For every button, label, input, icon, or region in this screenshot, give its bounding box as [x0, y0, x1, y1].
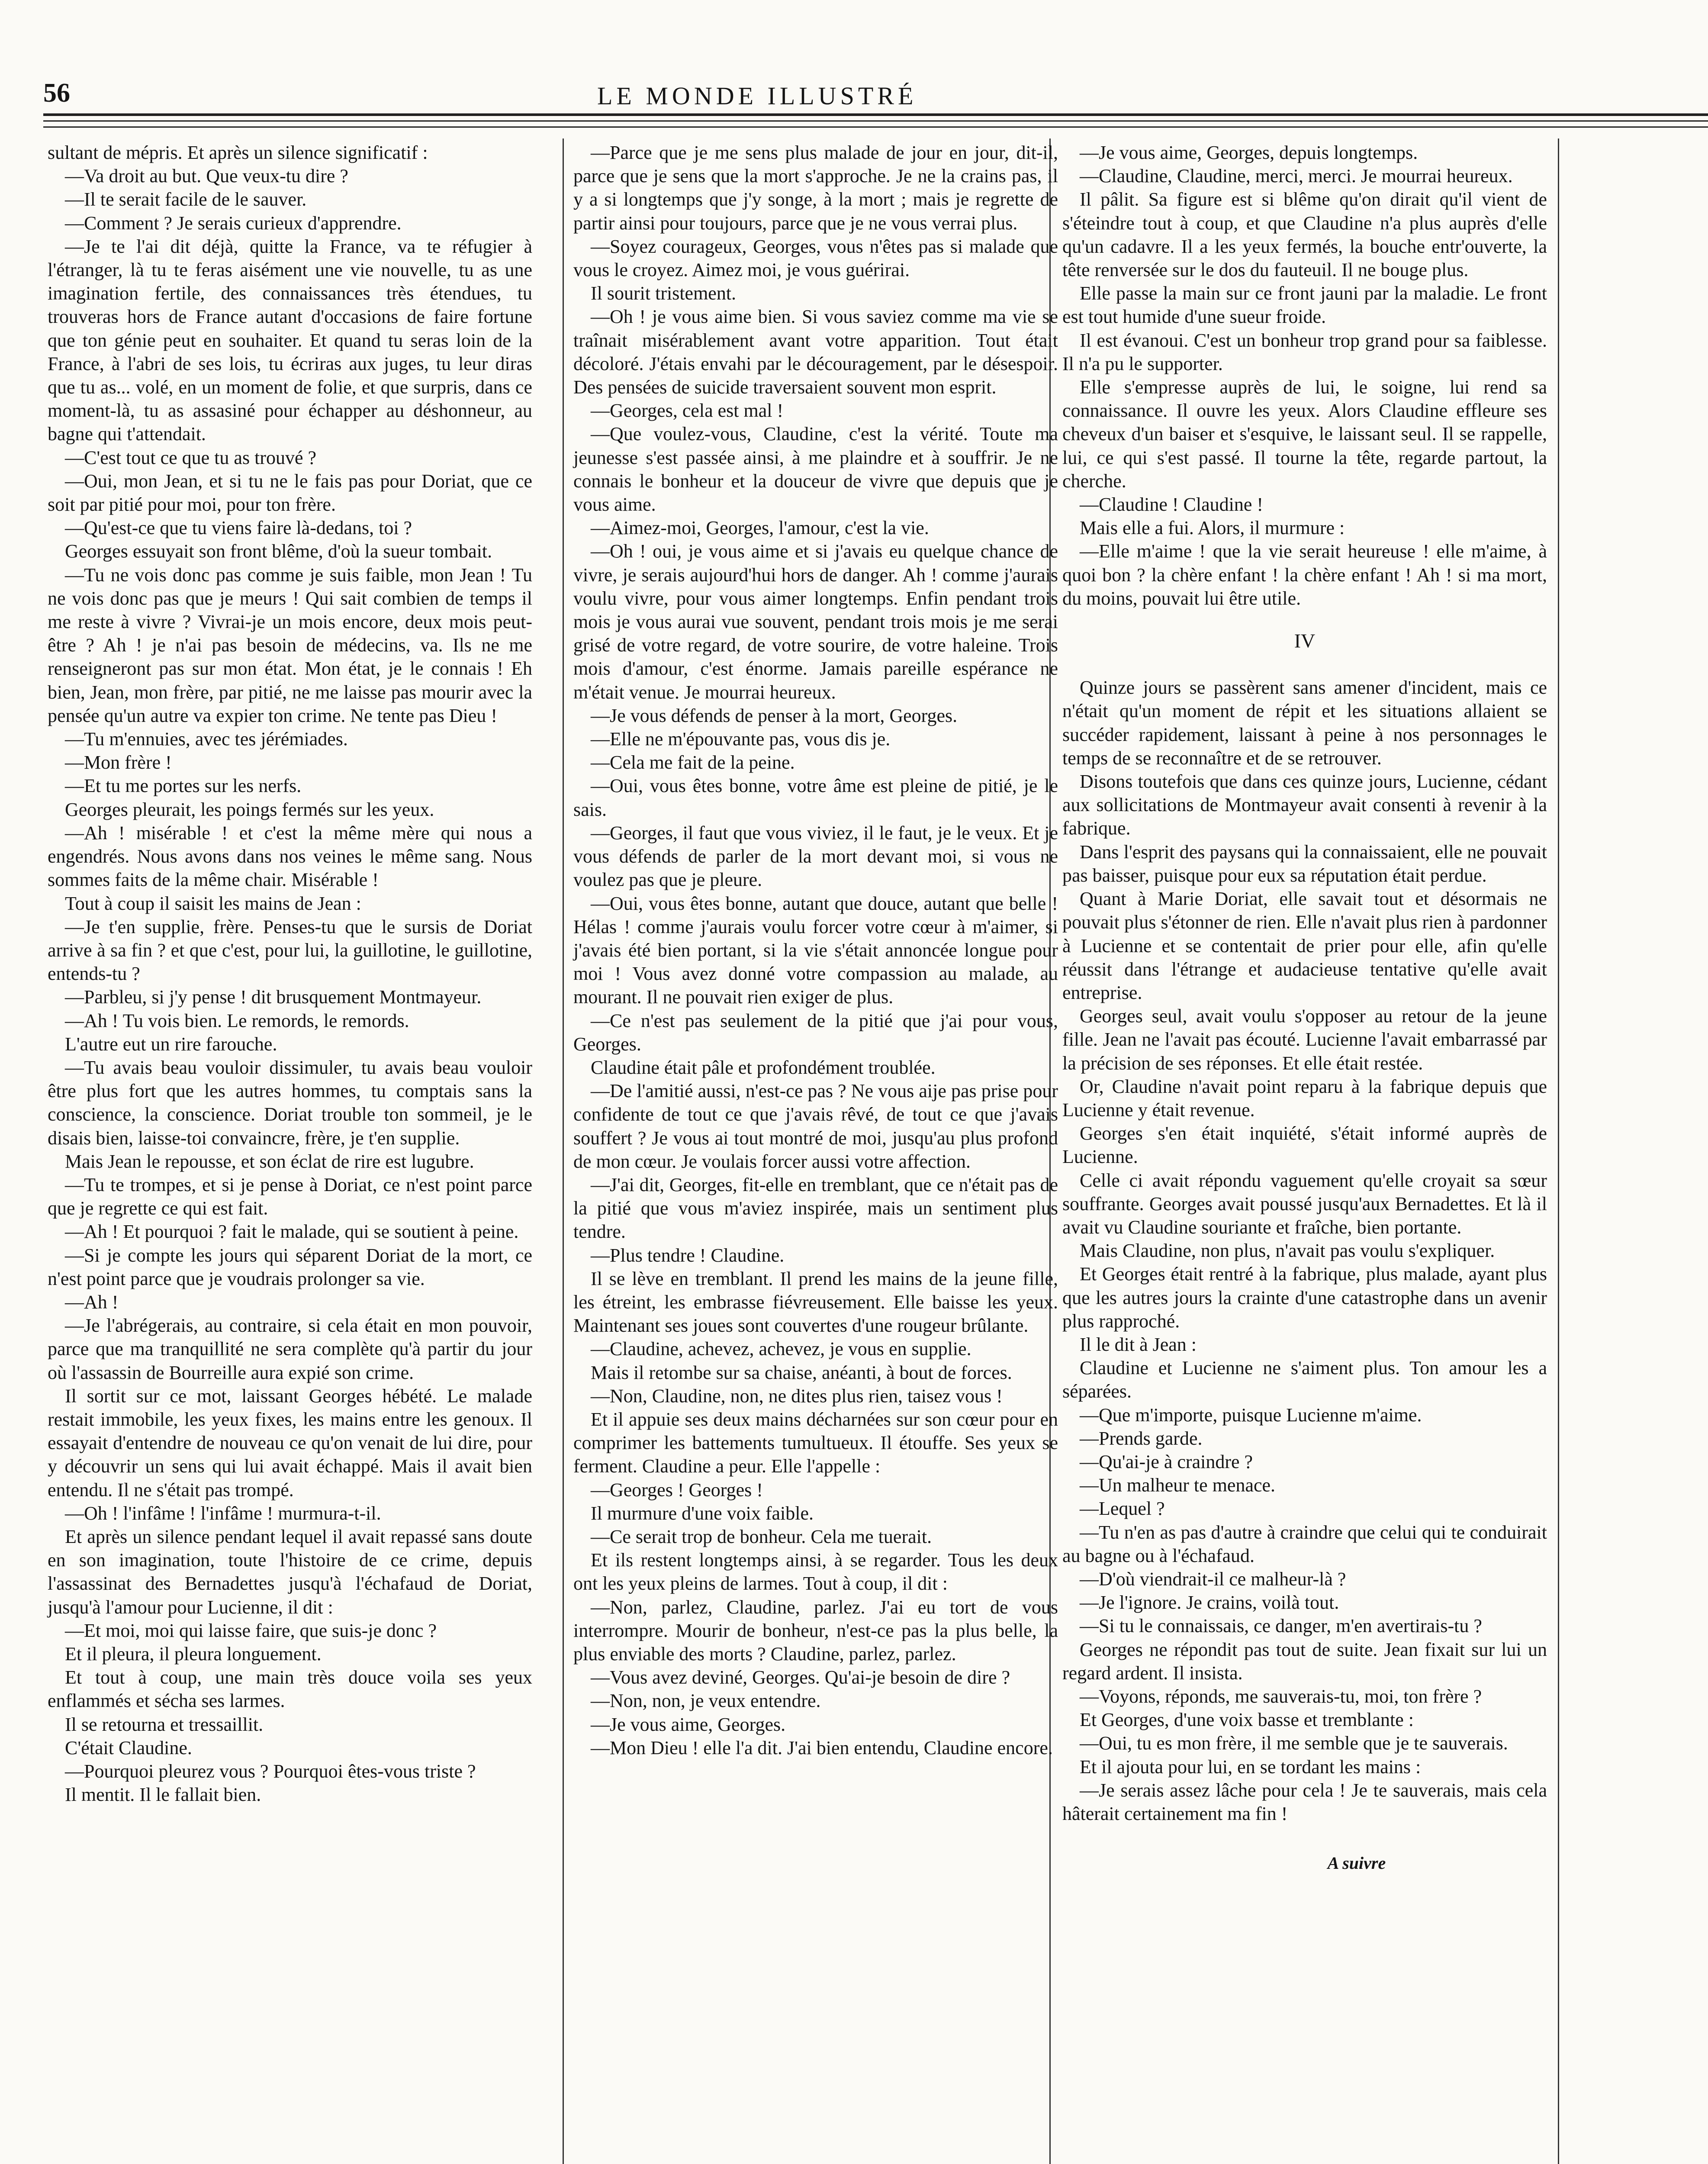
paragraph: —Oui, vous êtes bonne, autant que douce, autant que belle ! Hélas ! comme j'aurais voulu forcer votre cœur à m'aimer, si j'avais été bien portant, si la vie s'était annoncée longue pour moi ! Vous avez donné votre compassion au malade, au mourant. Il ne pouvait rien exiger de plus.	[573, 892, 1058, 1008]
text-column-2	[573, 141, 1058, 1760]
paragraph: Il est évanoui. C'est un bonheur trop grand pour sa faiblesse. Il n'a pu le supporter.	[1062, 329, 1547, 374]
paragraph: —Cela me fait de la peine.	[591, 752, 795, 773]
paragraph: —Non, Claudine, non, ne dites plus rien, taisez vous !	[591, 1385, 1003, 1407]
paragraph: —Si je compte les jours qui séparent Doriat de la mort, ce n'est point parce que je voudrais prolonger sa vie.	[48, 1244, 532, 1289]
paragraph: Elle passe la main sur ce front jauni par la maladie. Le front est tout humide d'une sueur froide.	[1062, 283, 1547, 328]
paragraph: —Non, non, je veux entendre.	[591, 1690, 821, 1712]
paragraph: —Je vous aime, Georges.	[591, 1713, 786, 1735]
paragraph: Il sourit tristement.	[591, 283, 737, 304]
paragraph: —Si tu le connaissais, ce danger, m'en avertirais-tu ?	[1080, 1615, 1482, 1637]
paragraph: —Soyez courageux, Georges, vous n'êtes pas si malade que vous le croyez. Aimez moi, je vous guérirai.	[573, 235, 1058, 281]
paragraph: L'autre eut un rire farouche.	[65, 1033, 277, 1055]
paragraph: —Tu n'en as pas d'autre à craindre que celui qui te conduirait au bagne ou à l'échafaud.	[1062, 1521, 1547, 1566]
paragraph: Et après un silence pendant lequel il avait repassé sans doute en son imagination, toute l'histoire de ce crime, depuis l'assassinat des Bernadettes jusqu'à l'échafaud de Doriat, jusqu'à l'amour pour Lucienne, il dit :	[48, 1526, 532, 1618]
paragraph: Georges pleurait, les poings fermés sur les yeux.	[65, 799, 434, 820]
paragraph: Elle s'empresse auprès de lui, le soigne, lui rend sa connaissance. Il ouvre les yeux. Alors Claudine effleure ses cheveux d'un baiser et s'esquive, le laissant seul. Il se rappelle, lui, ce qui s'est passé. Il tourne la tête, regarde partout, la cherche.	[1062, 377, 1547, 492]
paragraph: —Parce que je me sens plus malade de jour en jour, dit-il, parce que je sens que la mort s'approche. Je ne la crains pas, il y a si longtemps que j'y songe, à la mort ; mais je regrette de partir ainsi pour toujours, parce que je ne vous verrai plus.	[573, 142, 1058, 234]
paragraph: Il se retourna et tressaillit.	[65, 1713, 264, 1735]
paragraph: —Oui, mon Jean, et si tu ne le fais pas pour Doriat, que ce soit par pitié pour moi, pour ton frère.	[48, 470, 532, 515]
column-divider	[1558, 138, 1559, 2164]
paragraph: C'était Claudine.	[65, 1737, 192, 1758]
paragraph: —Un malheur te menace.	[1080, 1475, 1276, 1496]
paragraph: —Ah ! misérable ! et c'est la même mère qui nous a engendrés. Nous avons dans nos veines le même sang. Nous sommes faits de la même chair. Misérable !	[48, 822, 532, 891]
paragraph: —Va droit au but. Que veux-tu dire ?	[65, 165, 348, 187]
paragraph: Il murmure d'une voix faible.	[591, 1502, 814, 1524]
text-column-3	[1062, 141, 1547, 1875]
paragraph: Dans l'esprit des paysans qui la connaissaient, elle ne pouvait pas baisser, puisque pour eux sa réputation était perdue.	[1062, 841, 1547, 886]
paragraph: —Oh ! l'infâme ! l'infâme ! murmura-t-il.	[65, 1502, 381, 1524]
paragraph: —Je l'abrégerais, au contraire, si cela était en mon pouvoir, parce que ma tranquillité ne sera complète qu'à partir du jour où l'assassin de Bourreille aura expié son crime.	[48, 1315, 532, 1383]
page-number: 56	[43, 78, 70, 108]
paragraph: Mais Jean le repousse, et son éclat de rire est lugubre.	[65, 1150, 474, 1172]
to-be-continued: A suivre	[1327, 1853, 1386, 1873]
paragraph: Quinze jours se passèrent sans amener d'incident, mais ce n'était qu'un moment de répit et les situations allaient se succéder rapidement, laissant à peine à nos personnages le temps de se reconnaître et de se retrouver.	[1062, 677, 1547, 769]
paragraph: —Il te serait facile de le sauver.	[65, 189, 307, 210]
paragraph: —Oh ! je vous aime bien. Si vous saviez comme ma vie se traînait misérablement avant votre apparition. Tout était décoloré. J'étais envahi par le découragement, par le désespoir. Des pensées de suicide traversaient souvent mon esprit.	[573, 306, 1058, 398]
paragraph: Il pâlit. Sa figure est si blême qu'on dirait qu'il vient de s'éteindre tout à coup, et que Claudine n'a plus auprès d'elle qu'un cadavre. Il a les yeux fermés, la bouche entr'ouverte, la tête renversée sur le dos du fauteuil. Il ne bouge plus.	[1062, 189, 1547, 281]
text-column-3-bottom	[1062, 676, 1547, 1826]
paragraph: —Elle m'aime ! que la vie serait heureuse ! elle m'aime, à quoi bon ? la chère enfant ! la chère enfant ! Ah ! si ma mort, du moins, pouvait lui être utile.	[1062, 541, 1547, 609]
paragraph: —C'est tout ce que tu as trouvé ?	[65, 447, 317, 468]
paragraph: —Je serais assez lâche pour cela ! Je te sauverais, mais cela hâterait certainement ma fin !	[1062, 1779, 1547, 1825]
paragraph: —Je l'ignore. Je crains, voilà tout.	[1080, 1592, 1339, 1613]
paragraph: —D'où viendrait-il ce malheur-là ?	[1080, 1568, 1346, 1590]
paragraph: —Prends garde.	[1080, 1427, 1203, 1449]
paragraph: —Ce serait trop de bonheur. Cela me tuerait.	[591, 1526, 932, 1547]
paragraph: —Georges, il faut que vous viviez, il le faut, je le veux. Et je vous défends de parler de la mort devant moi, si vous ne voulez pas que je pleure.	[573, 822, 1058, 891]
text-column-1	[48, 141, 532, 1807]
text-column-3-top	[1062, 141, 1547, 610]
paragraph: —Lequel ?	[1080, 1498, 1165, 1520]
paragraph: Georges ne répondit pas tout de suite. Jean fixait sur lui un regard ardent. Il insista.	[1062, 1639, 1547, 1684]
paragraph: —Ce n'est pas seulement de la pitié que j'ai pour vous, Georges.	[573, 1010, 1058, 1055]
paragraph: Mais Claudine, non plus, n'avait pas voulu s'expliquer.	[1080, 1240, 1495, 1262]
paragraph: —De l'amitié aussi, n'est-ce pas ? Ne vous aije pas prise pour confidente de tout ce que j'avais rêvé, de tout ce que j'avais souffert ? Je vous ai tout montré de moi, jusqu'au plus profond de mon cœur. Je voulais forcer aussi votre affection.	[573, 1080, 1058, 1172]
paragraph: Or, Claudine n'avait point reparu à la fabrique depuis que Lucienne y était revenue.	[1062, 1076, 1547, 1121]
paragraph: —Je te l'ai dit déjà, quitte la France, va te réfugier à l'étranger, là tu te feras aisément une vie nouvelle, tu as une imagination fertile, des connaissances très étendues, tu trouveras hors de France autant d'occasions de faire fortune que ton génie peut en souhaiter. Et quand tu seras loin de la France, à l'abri de ses lois, tu écriras aux juges, tu leur diras que tu as... volé, en un moment de folie, et que surpris, dans ce moment-là, tu as assasiné pour échapper au déshonneur, au bagne qui t'attendait.	[48, 235, 532, 445]
paragraph: —Et moi, moi qui laisse faire, que suis-je donc ?	[65, 1620, 437, 1641]
paragraph: —Claudine, Claudine, merci, merci. Je mourrai heureux.	[1080, 165, 1513, 187]
paragraph: —Oui, tu es mon frère, il me semble que je te sauverais.	[1080, 1732, 1508, 1754]
paragraph: —Vous avez deviné, Georges. Qu'ai-je besoin de dire ?	[591, 1667, 1010, 1688]
paragraph: —Ah ! Et pourquoi ? fait le malade, qui se soutient à peine.	[65, 1221, 519, 1243]
paragraph: —Que voulez-vous, Claudine, c'est la vérité. Toute ma jeunesse s'est passée ainsi, à me plaindre et à souffrir. Je ne connais le bonheur et la douceur de vivre que depuis que je vous aime.	[573, 423, 1058, 515]
paragraph: Georges essuyait son front blême, d'où la sueur tombait.	[65, 541, 492, 562]
header-rule	[43, 113, 1708, 116]
paragraph: —Je t'en supplie, frère. Penses-tu que le sursis de Doriat arrive à sa fin ? et que c'est, pour lui, la guillotine, le guillotine, entends-tu ?	[48, 916, 532, 985]
paragraph: —Elle ne m'épouvante pas, vous dis je.	[591, 728, 891, 750]
paragraph: Il se lève en tremblant. Il prend les mains de la jeune fille, les étreint, les embrasse fiévreusement. Elle baisse les yeux. Maintenant ses joues sont couvertes d'une rougeur brûlante.	[573, 1268, 1058, 1336]
paragraph: —Parbleu, si j'y pense ! dit brusquement Montmayeur.	[65, 986, 482, 1008]
paragraph: Et ils restent longtemps ainsi, à se regarder. Tous les deux ont les yeux pleins de larmes. Tout à coup, il dit :	[573, 1549, 1058, 1594]
paragraph: Georges seul, avait voulu s'opposer au retour de la jeune fille. Jean ne l'avait pas écouté. Lucienne l'avait embarrassé par la précision de ses réponses. Et elle était restée.	[1062, 1005, 1547, 1074]
paragraph: —Georges, cela est mal !	[591, 400, 784, 422]
paragraph: —Je vous défends de penser à la mort, Georges.	[591, 705, 958, 726]
paragraph: Et il pleura, il pleura longuement.	[65, 1643, 322, 1665]
paragraph: —Tu m'ennuies, avec tes jérémiades.	[65, 728, 348, 750]
paragraph: —Non, parlez, Claudine, parlez. J'ai eu tort de vous interrompre. Mourir de bonheur, n'est-ce pas la plus belle, la plus enviable des morts ? Claudine, parlez, parlez.	[573, 1596, 1058, 1665]
paragraph: sultant de mépris. Et après un silence significatif :	[48, 142, 428, 163]
paragraph: Et tout à coup, une main très douce voila ses yeux enflammés et sécha ses larmes.	[48, 1667, 532, 1712]
paragraph: —J'ai dit, Georges, fit-elle en tremblant, que ce n'était pas de la pitié que vous m'aviez inspirée, mais un sentiment plus tendre.	[573, 1174, 1058, 1243]
paragraph: —Oui, vous êtes bonne, votre âme est pleine de pitié, je le sais.	[573, 775, 1058, 820]
column-divider	[563, 138, 564, 2164]
paragraph: Quant à Marie Doriat, elle savait tout et désormais ne pouvait plus s'étonner de rien. Elle n'avait plus rien à pardonner à Lucienne et se contentait de prier pour elle, afin qu'elle réussit dans l'étrange et audacieuse tentative qu'elle avait entreprise.	[1062, 888, 1547, 1003]
paragraph: Claudine était pâle et profondément troublée.	[591, 1056, 936, 1078]
paragraph: —Mon Dieu ! elle l'a dit. J'ai bien entendu, Claudine encore.	[591, 1737, 1053, 1758]
paragraph: —Qu'ai-je à craindre ?	[1080, 1451, 1253, 1472]
paragraph: —Ah !	[65, 1291, 119, 1313]
paragraph: Tout à coup il saisit les mains de Jean :	[65, 892, 361, 914]
paragraph: Georges s'en était inquiété, s'était informé auprès de Lucienne.	[1062, 1123, 1547, 1168]
paragraph: Et Georges, d'une voix basse et tremblante :	[1080, 1709, 1414, 1731]
header-rule	[43, 126, 1708, 128]
paragraph: Il sortit sur ce mot, laissant Georges hébété. Le malade restait immobile, les yeux fixes, les mains entre les genoux. Il essayait d'entendre de nouveau ce qu'on venait de lui dire, pour y découvrir un sens qui lui avait échappé. Mais il avait bien entendu. Il ne s'était pas trompé.	[48, 1385, 532, 1501]
paragraph: Disons toutefois que dans ces quinze jours, Lucienne, cédant aux sollicitations de Montmayeur avait consenti à revenir à la fabrique.	[1062, 771, 1547, 839]
paragraph: —Pourquoi pleurez vous ? Pourquoi êtes-vous triste ?	[65, 1761, 476, 1782]
paragraph: —Mon frère !	[65, 752, 172, 773]
section-heading: IV	[1294, 630, 1316, 652]
paragraph: —Aimez-moi, Georges, l'amour, c'est la vie.	[591, 517, 929, 539]
paragraph: —Je vous aime, Georges, depuis longtemps.	[1080, 142, 1418, 163]
paragraph: Et Georges était rentré à la fabrique, plus malade, ayant plus que les autres jours la crainte d'une catastrophe dans un avenir plus rapproché.	[1062, 1263, 1547, 1332]
paragraph: Et il ajouta pour lui, en se tordant les mains :	[1080, 1756, 1421, 1778]
paragraph: Mais il retombe sur sa chaise, anéanti, à bout de forces.	[591, 1362, 1012, 1383]
paragraph: —Plus tendre ! Claudine.	[591, 1244, 785, 1266]
paragraph: Claudine et Lucienne ne s'aiment plus. Ton amour les a séparées.	[1062, 1357, 1547, 1402]
paragraph: Mais elle a fui. Alors, il murmure :	[1080, 517, 1345, 539]
masthead-title: LE MONDE ILLUSTRÉ	[597, 82, 917, 110]
paragraph: —Claudine ! Claudine !	[1080, 494, 1264, 515]
paragraph: —Ah ! Tu vois bien. Le remords, le remords.	[65, 1010, 409, 1031]
paragraph: —Comment ? Je serais curieux d'apprendre.	[65, 212, 402, 234]
paragraph: Il le dit à Jean :	[1080, 1333, 1197, 1355]
paragraph: —Georges ! Georges !	[591, 1479, 763, 1501]
paragraph: Celle ci avait répondu vaguement qu'elle croyait sa sœur souffrante. Georges avait poussé jusqu'aux Bernadettes. Et là il avait vu Claudine souriante et fraîche, bien portante.	[1062, 1169, 1547, 1238]
header-rule	[43, 120, 1708, 122]
paragraph: Et il appuie ses deux mains décharnées sur son cœur pour en comprimer les battements tumultueux. Il étouffe. Ses yeux se ferment. Claudine a peur. Elle l'appelle :	[573, 1408, 1058, 1477]
paragraph: —Voyons, réponds, me sauverais-tu, moi, ton frère ?	[1080, 1686, 1482, 1707]
paragraph: —Tu avais beau vouloir dissimuler, tu avais beau vouloir être plus fort que les autres hommes, tu comptais sans la conscience, la conscience. Doriat trouble ton sommeil, je le disais bien, laisse-toi convaincre, frère, je t'en supplie.	[48, 1056, 532, 1149]
paragraph: —Qu'est-ce que tu viens faire là-dedans, toi ?	[65, 517, 412, 539]
paragraph: —Tu te trompes, et si je pense à Doriat, ce n'est point parce que je regrette ce qui est fait.	[48, 1174, 532, 1219]
paragraph: —Oh ! oui, je vous aime et si j'avais eu quelque chance de vivre, je serais aujourd'hui hors de danger. Ah ! comme j'aurais voulu vivre, pour vous aimer longtemps. Enfin pendant trois mois je vous aurai vue souvent, pendant trois mois je me serai grisé de votre regard, de votre sourire, de votre haleine. Trois mois d'amour, c'est énorme. Jamais pareille espérance ne m'était venue. Je mourrai heureux.	[573, 541, 1058, 703]
paragraph: —Que m'importe, puisque Lucienne m'aime.	[1080, 1404, 1422, 1426]
paragraph: —Tu ne vois donc pas comme je suis faible, mon Jean ! Tu ne vois donc pas que je meurs ! Qui sait combien de temps il me reste à vivre ? Vivrai-je un mois encore, deux mois peut-être ? Ah ! je n'ai pas besoin de médecins, va. Ils ne me renseigneront pas sur mon état. Mon état, je le connais ! Eh bien, Jean, mon frère, par pitié, ne me laisse pas mourir avec la pensée qu'un autre va expier ton crime. Ne tente pas Dieu !	[48, 564, 532, 726]
paragraph: —Claudine, achevez, achevez, je vous en supplie.	[591, 1338, 971, 1360]
paragraph: —Et tu me portes sur les nerfs.	[65, 775, 302, 797]
paragraph: Il mentit. Il le fallait bien.	[65, 1784, 261, 1806]
